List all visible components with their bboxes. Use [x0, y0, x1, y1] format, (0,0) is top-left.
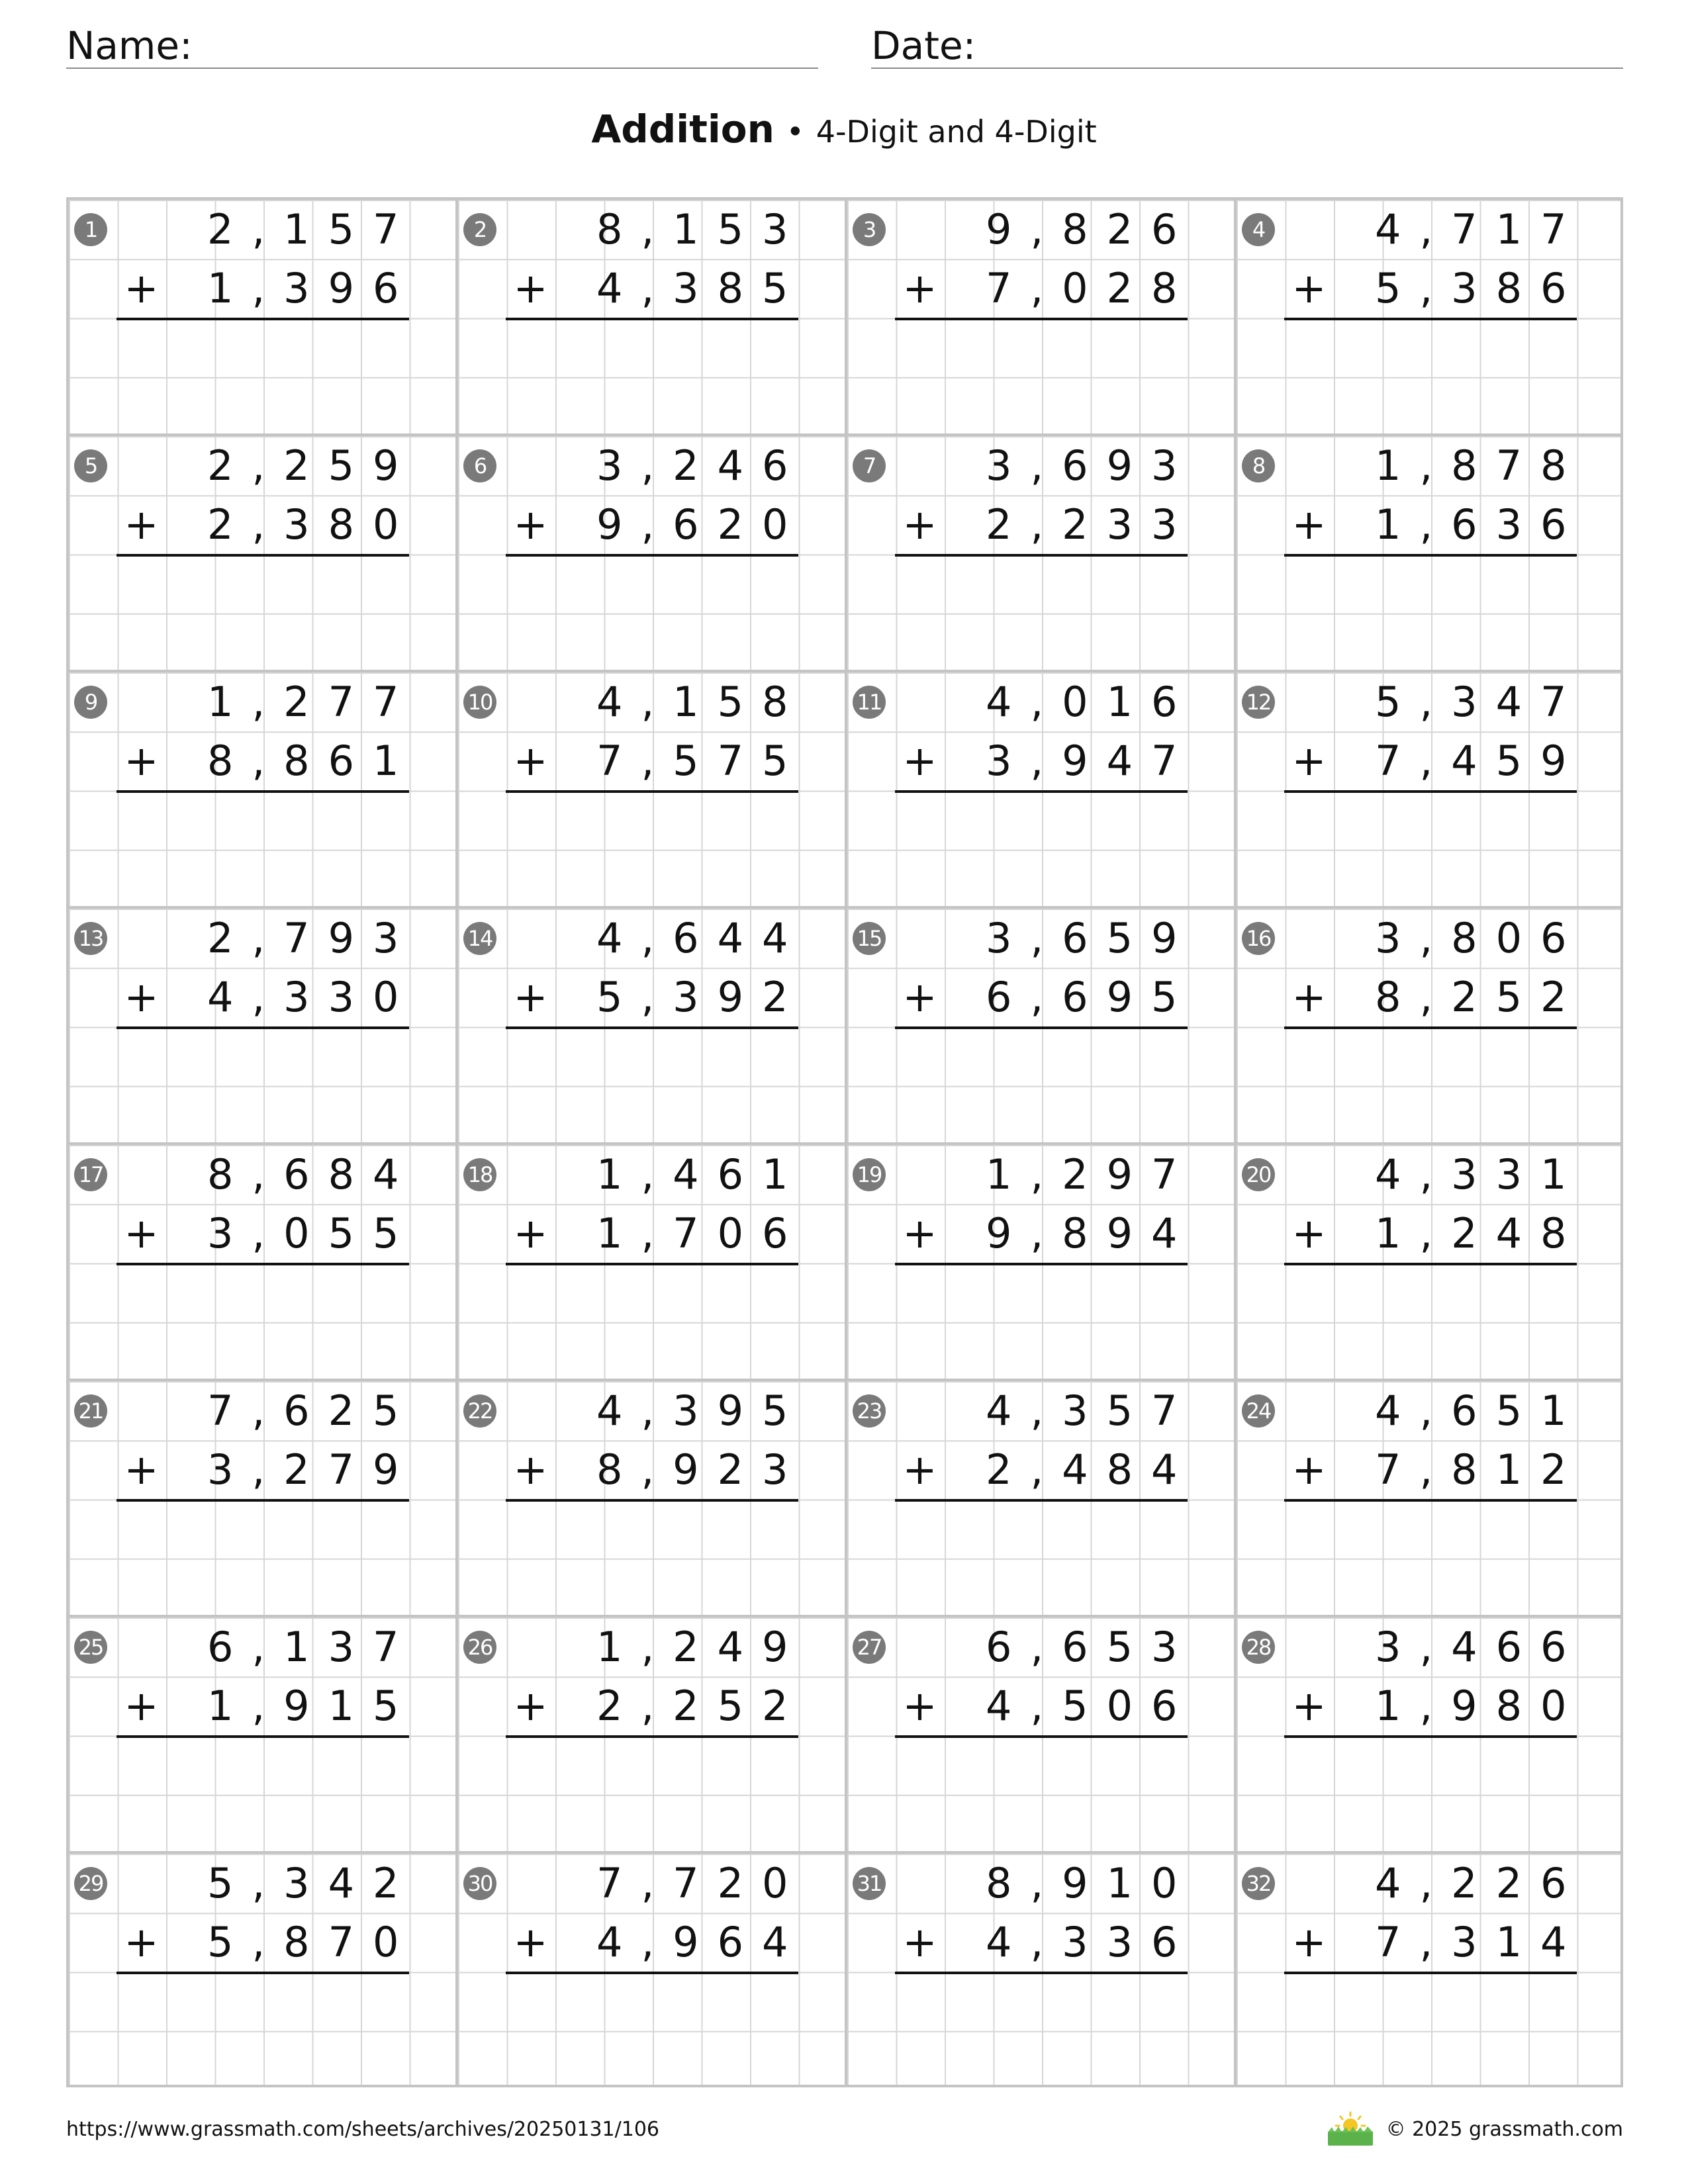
problem-13	[69, 909, 458, 1145]
plus-sign: +	[902, 1445, 937, 1494]
date-line	[871, 68, 1623, 69]
top-addend: 2,157	[207, 205, 418, 253]
top-addend: 3,246	[596, 441, 807, 490]
bottom-addend: 7,812	[1375, 1445, 1585, 1494]
title-subtitle: 4-Digit and 4-Digit	[816, 114, 1097, 150]
top-addend: 1,249	[596, 1623, 807, 1671]
plus-sign: +	[124, 1445, 159, 1494]
sum-line	[117, 790, 409, 793]
sum-line	[895, 1499, 1188, 1502]
sum-line	[895, 1735, 1188, 1738]
sum-line	[1284, 1263, 1577, 1265]
sum-line	[506, 1972, 798, 1974]
plus-sign: +	[513, 1918, 548, 1966]
problem-16	[1237, 909, 1626, 1145]
top-addend: 4,016	[986, 678, 1196, 726]
sum-line	[506, 554, 798, 557]
plus-sign: +	[1291, 500, 1327, 549]
plus-sign: +	[513, 264, 548, 312]
problem-number-badge: 3	[853, 213, 886, 246]
plus-sign: +	[902, 737, 937, 785]
sum-line	[1284, 554, 1577, 557]
bottom-addend: 2,252	[596, 1682, 807, 1730]
top-addend: 8,684	[207, 1150, 418, 1199]
plus-sign: +	[1291, 1918, 1327, 1966]
top-addend: 2,793	[207, 914, 418, 962]
top-addend: 2,259	[207, 441, 418, 490]
sum-line	[1284, 1735, 1577, 1738]
plus-sign: +	[1291, 264, 1327, 312]
bottom-addend: 5,392	[596, 973, 807, 1021]
problem-grid	[66, 197, 1623, 2087]
plus-sign: +	[1291, 973, 1327, 1021]
plus-sign: +	[902, 1209, 937, 1257]
problem-27	[847, 1617, 1237, 1854]
bottom-addend: 1,636	[1375, 500, 1585, 549]
plus-sign: +	[513, 973, 548, 1021]
grass-sun-logo-icon	[1327, 2110, 1374, 2147]
sum-line	[1284, 1972, 1577, 1974]
problem-number-badge: 21	[74, 1394, 107, 1428]
problem-23	[847, 1381, 1237, 1617]
problem-15	[847, 909, 1237, 1145]
problem-6	[458, 436, 847, 672]
top-addend: 3,659	[986, 914, 1196, 962]
top-addend: 4,644	[596, 914, 807, 962]
sum-line	[895, 318, 1188, 320]
problem-number-badge: 20	[1242, 1158, 1275, 1191]
problem-number-badge: 31	[853, 1867, 886, 1900]
top-addend: 1,878	[1375, 441, 1585, 490]
bottom-addend: 2,233	[986, 500, 1196, 549]
sum-line	[895, 790, 1188, 793]
plus-sign: +	[124, 1209, 159, 1257]
top-addend: 4,395	[596, 1387, 807, 1435]
bottom-addend: 7,028	[986, 264, 1196, 312]
top-addend: 7,625	[207, 1387, 418, 1435]
bottom-addend: 1,980	[1375, 1682, 1585, 1730]
problem-number-badge: 15	[853, 922, 886, 955]
sum-line	[1284, 1026, 1577, 1029]
sum-line	[506, 1026, 798, 1029]
sum-line	[1284, 790, 1577, 793]
problem-number-badge: 28	[1242, 1631, 1275, 1664]
problem-32	[1237, 1854, 1626, 2090]
bottom-addend: 7,459	[1375, 737, 1585, 785]
problem-8	[1237, 436, 1626, 672]
date-field[interactable]	[871, 23, 1623, 69]
problem-12	[1237, 672, 1626, 909]
problem-2	[458, 200, 847, 436]
problem-5	[69, 436, 458, 672]
plus-sign: +	[124, 500, 159, 549]
top-addend: 1,277	[207, 678, 418, 726]
bottom-addend: 7,575	[596, 737, 807, 785]
top-addend: 4,158	[596, 678, 807, 726]
problem-17	[69, 1145, 458, 1381]
problem-number-badge: 22	[463, 1394, 496, 1428]
top-addend: 4,717	[1375, 205, 1585, 253]
top-addend: 5,342	[207, 1859, 418, 1907]
bottom-addend: 5,870	[207, 1918, 418, 1966]
name-line	[66, 68, 818, 69]
top-addend: 5,347	[1375, 678, 1585, 726]
problem-18	[458, 1145, 847, 1381]
plus-sign: +	[124, 1918, 159, 1966]
sum-line	[895, 1026, 1188, 1029]
sum-line	[506, 1735, 798, 1738]
top-addend: 9,826	[986, 205, 1196, 253]
plus-sign: +	[1291, 1209, 1327, 1257]
bottom-addend: 4,330	[207, 973, 418, 1021]
problem-number-badge: 24	[1242, 1394, 1275, 1428]
problem-19	[847, 1145, 1237, 1381]
top-addend: 4,651	[1375, 1387, 1585, 1435]
sum-line	[117, 1263, 409, 1265]
top-addend: 6,137	[207, 1623, 418, 1671]
problem-number-badge: 12	[1242, 686, 1275, 719]
problem-number-badge: 4	[1242, 213, 1275, 246]
plus-sign: +	[902, 1918, 937, 1966]
problem-number-badge: 30	[463, 1867, 496, 1900]
top-addend: 7,720	[596, 1859, 807, 1907]
sum-line	[895, 554, 1188, 557]
problem-20	[1237, 1145, 1626, 1381]
plus-sign: +	[513, 1209, 548, 1257]
top-addend: 8,153	[596, 205, 807, 253]
plus-sign: +	[513, 737, 548, 785]
sum-line	[1284, 1499, 1577, 1502]
problem-number-badge: 13	[74, 922, 107, 955]
problem-number-badge: 25	[74, 1631, 107, 1664]
problem-number-badge: 32	[1242, 1867, 1275, 1900]
title-bullet: •	[786, 114, 804, 150]
plus-sign: +	[124, 973, 159, 1021]
plus-sign: +	[513, 1445, 548, 1494]
problem-4	[1237, 200, 1626, 436]
problem-26	[458, 1617, 847, 1854]
top-addend: 3,466	[1375, 1623, 1585, 1671]
sum-line	[1284, 318, 1577, 320]
bottom-addend: 5,386	[1375, 264, 1585, 312]
problem-number-badge: 2	[463, 213, 496, 246]
bottom-addend: 3,947	[986, 737, 1196, 785]
problem-number-badge: 23	[853, 1394, 886, 1428]
plus-sign: +	[902, 500, 937, 549]
bottom-addend: 7,314	[1375, 1918, 1585, 1966]
bottom-addend: 4,385	[596, 264, 807, 312]
top-addend: 4,331	[1375, 1150, 1585, 1199]
name-field[interactable]	[66, 23, 818, 69]
bottom-addend: 8,861	[207, 737, 418, 785]
plus-sign: +	[124, 264, 159, 312]
bottom-addend: 1,915	[207, 1682, 418, 1730]
problem-11	[847, 672, 1237, 909]
problem-21	[69, 1381, 458, 1617]
top-addend: 3,806	[1375, 914, 1585, 962]
problem-31	[847, 1854, 1237, 2090]
problem-number-badge: 29	[74, 1867, 107, 1900]
top-addend: 1,297	[986, 1150, 1196, 1199]
name-label: Name:	[66, 23, 193, 68]
problem-number-badge: 9	[74, 686, 107, 719]
plus-sign: +	[513, 1682, 548, 1730]
problem-1	[69, 200, 458, 436]
problem-29	[69, 1854, 458, 2090]
problem-24	[1237, 1381, 1626, 1617]
top-addend: 4,226	[1375, 1859, 1585, 1907]
problem-number-badge: 26	[463, 1631, 496, 1664]
sum-line	[117, 1972, 409, 1974]
problem-number-badge: 18	[463, 1158, 496, 1191]
problem-number-badge: 19	[853, 1158, 886, 1191]
bottom-addend: 9,894	[986, 1209, 1196, 1257]
sum-line	[117, 554, 409, 557]
plus-sign: +	[1291, 1682, 1327, 1730]
sum-line	[117, 1026, 409, 1029]
problem-number-badge: 6	[463, 449, 496, 482]
top-addend: 4,357	[986, 1387, 1196, 1435]
bottom-addend: 4,336	[986, 1918, 1196, 1966]
problem-number-badge: 27	[853, 1631, 886, 1664]
top-addend: 1,461	[596, 1150, 807, 1199]
sum-line	[895, 1972, 1188, 1974]
plus-sign: +	[124, 1682, 159, 1730]
bottom-addend: 1,706	[596, 1209, 807, 1257]
plus-sign: +	[1291, 737, 1327, 785]
title-main: Addition	[591, 107, 774, 152]
sum-line	[506, 1499, 798, 1502]
bottom-addend: 4,506	[986, 1682, 1196, 1730]
problem-9	[69, 672, 458, 909]
top-addend: 3,693	[986, 441, 1196, 490]
problem-14	[458, 909, 847, 1145]
sum-line	[117, 1499, 409, 1502]
problem-number-badge: 10	[463, 686, 496, 719]
sum-line	[117, 1735, 409, 1738]
problem-28	[1237, 1617, 1626, 1854]
problem-number-badge: 7	[853, 449, 886, 482]
sum-line	[117, 318, 409, 320]
problem-number-badge: 11	[853, 686, 886, 719]
bottom-addend: 3,279	[207, 1445, 418, 1494]
problem-number-badge: 1	[74, 213, 107, 246]
problem-number-badge: 17	[74, 1158, 107, 1191]
problem-3	[847, 200, 1237, 436]
footer-url: https://www.grassmath.com/sheets/archives/20250131/106	[66, 2118, 660, 2141]
plus-sign: +	[513, 500, 548, 549]
bottom-addend: 1,248	[1375, 1209, 1585, 1257]
sum-line	[506, 318, 798, 320]
bottom-addend: 2,484	[986, 1445, 1196, 1494]
plus-sign: +	[902, 1682, 937, 1730]
problem-22	[458, 1381, 847, 1617]
problem-number-badge: 5	[74, 449, 107, 482]
copyright-notice: © 2025 grassmath.com	[1385, 2118, 1623, 2141]
problem-25	[69, 1617, 458, 1854]
sum-line	[895, 1263, 1188, 1265]
top-addend: 8,910	[986, 1859, 1196, 1907]
plus-sign: +	[1291, 1445, 1327, 1494]
problem-number-badge: 14	[463, 922, 496, 955]
bottom-addend: 1,396	[207, 264, 418, 312]
problem-10	[458, 672, 847, 909]
problem-30	[458, 1854, 847, 2090]
worksheet-title	[0, 99, 1688, 161]
plus-sign: +	[124, 737, 159, 785]
plus-sign: +	[902, 973, 937, 1021]
problem-number-badge: 8	[1242, 449, 1275, 482]
bottom-addend: 2,380	[207, 500, 418, 549]
top-addend: 6,653	[986, 1623, 1196, 1671]
bottom-addend: 4,964	[596, 1918, 807, 1966]
problem-number-badge: 16	[1242, 922, 1275, 955]
sum-line	[506, 1263, 798, 1265]
bottom-addend: 3,055	[207, 1209, 418, 1257]
bottom-addend: 8,252	[1375, 973, 1585, 1021]
bottom-addend: 6,695	[986, 973, 1196, 1021]
sum-line	[506, 790, 798, 793]
date-label: Date:	[871, 23, 976, 68]
problem-7	[847, 436, 1237, 672]
plus-sign: +	[902, 264, 937, 312]
bottom-addend: 9,620	[596, 500, 807, 549]
bottom-addend: 8,923	[596, 1445, 807, 1494]
